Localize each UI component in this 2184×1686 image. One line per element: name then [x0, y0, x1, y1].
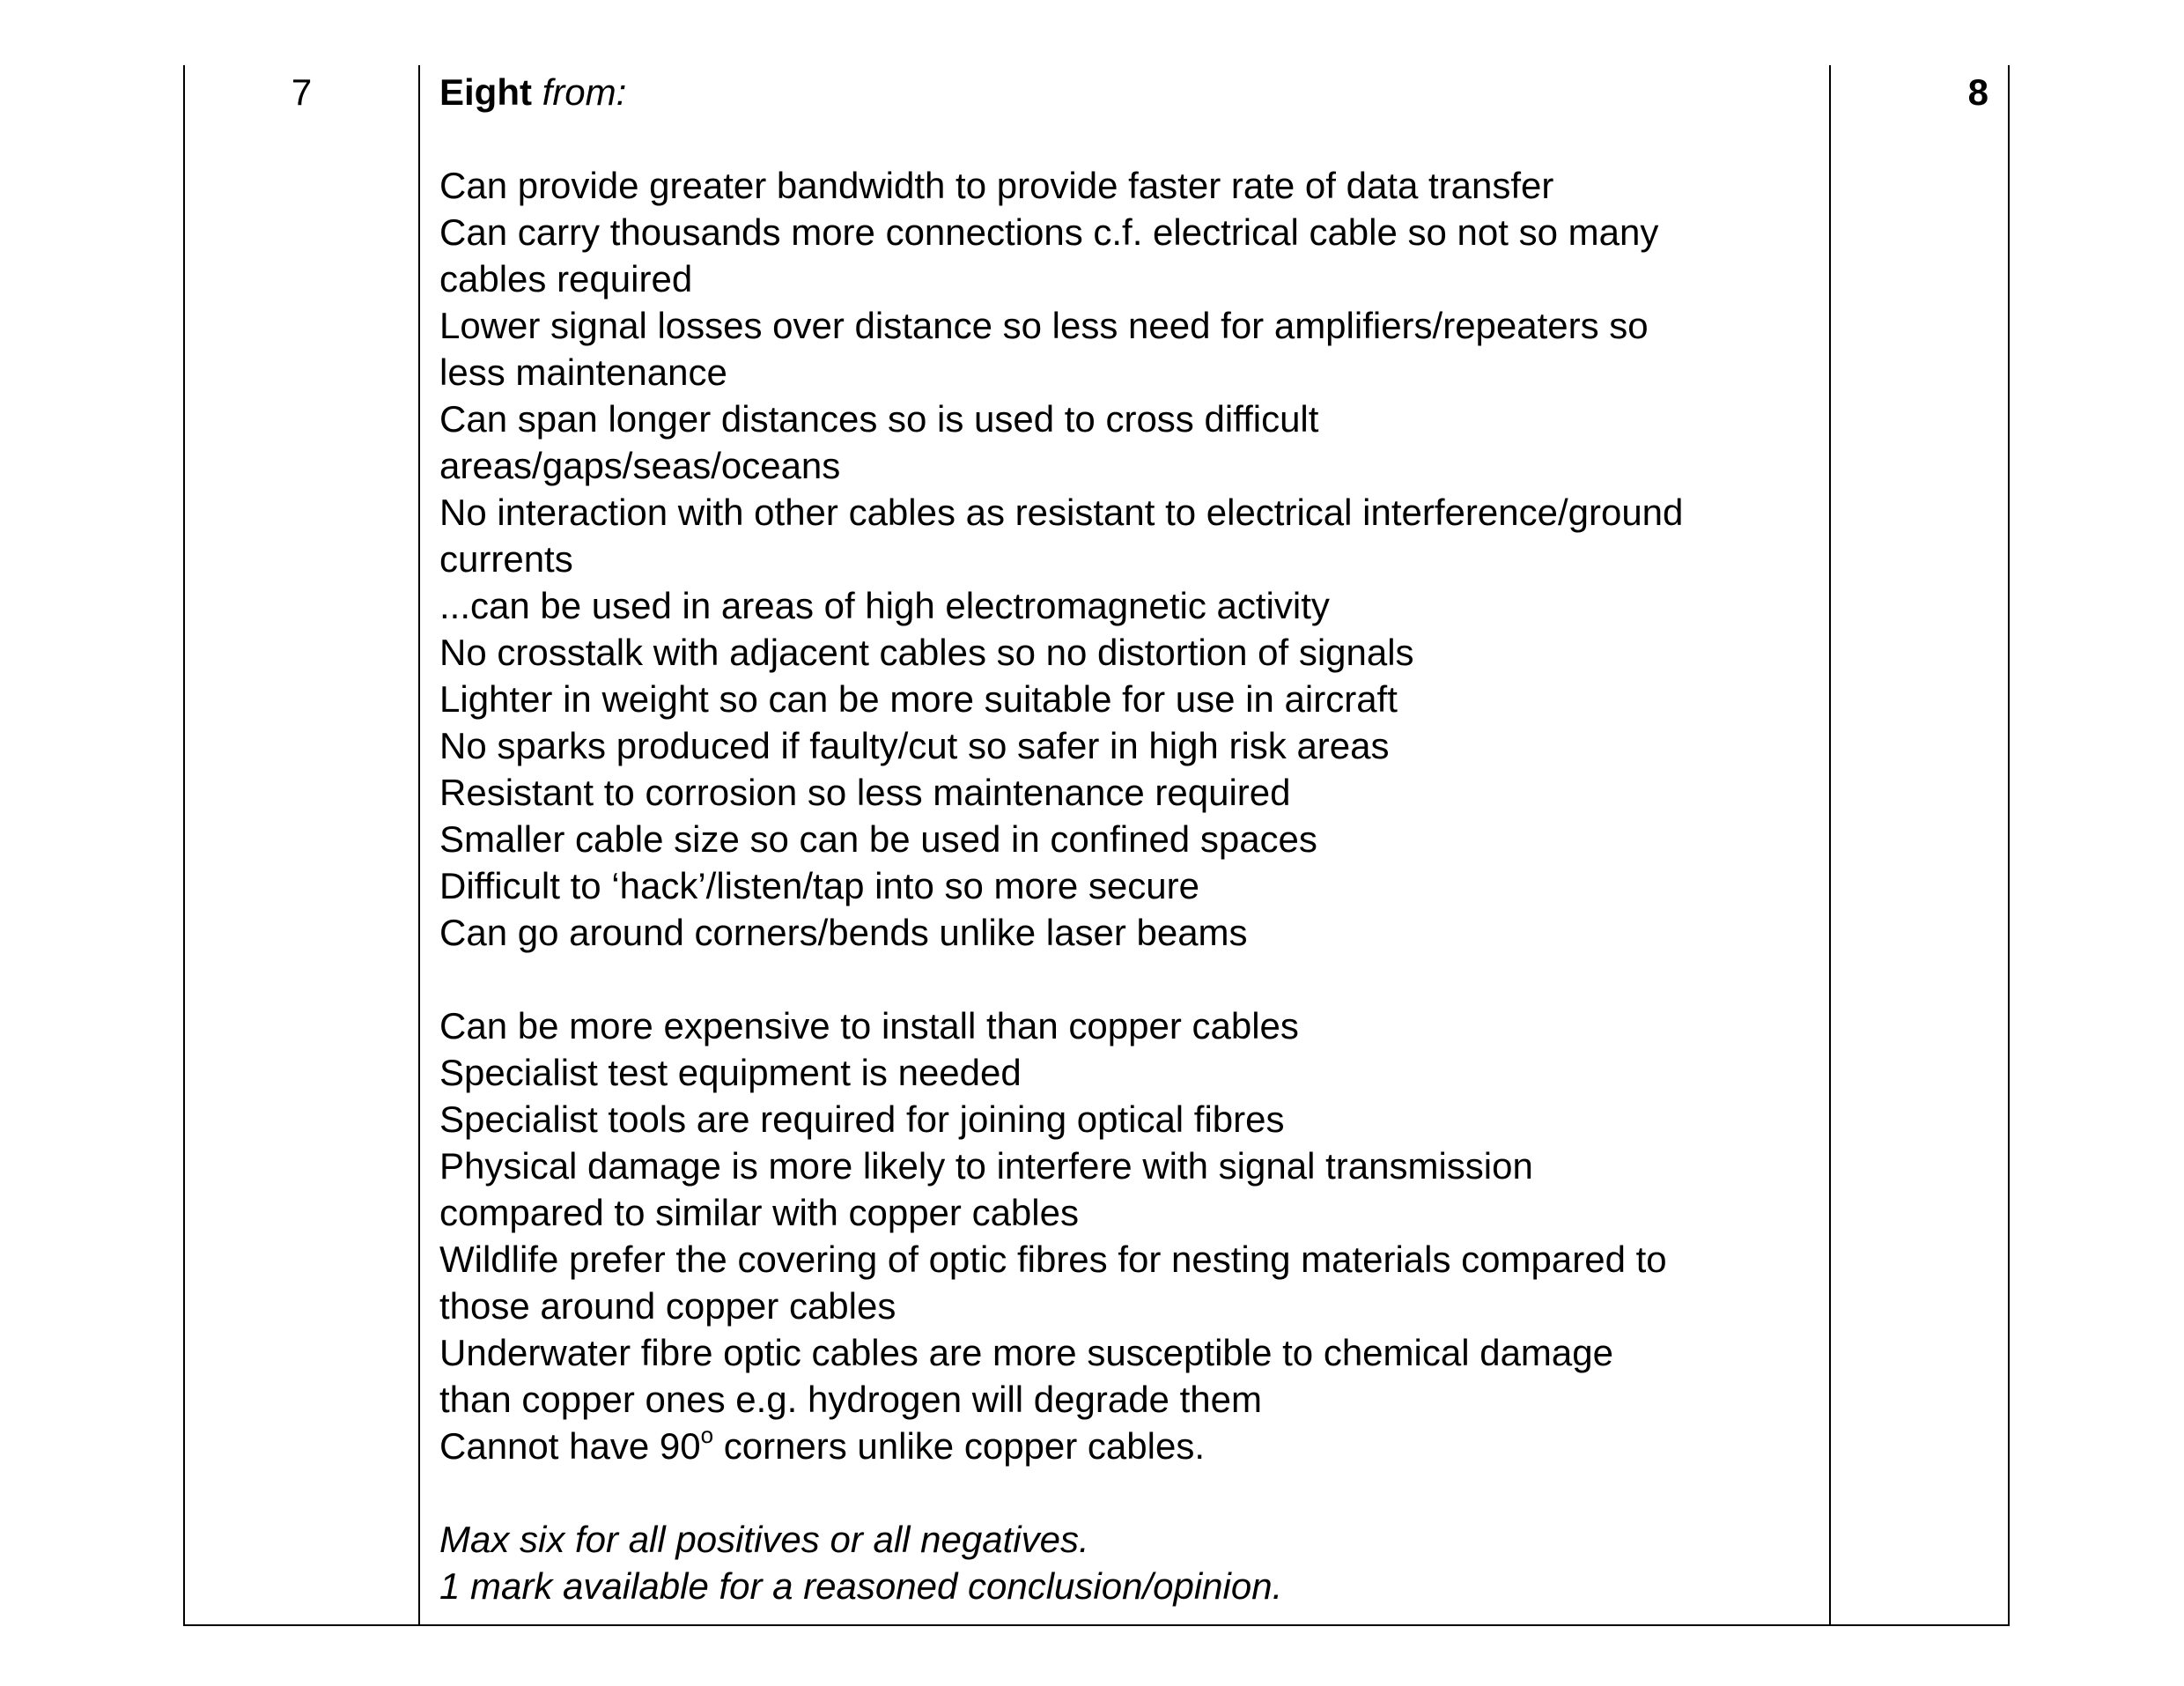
negative-point — [439, 1329, 1822, 1423]
positive-point-line: No interaction with other cables as resistant to electrical interference/ground — [439, 492, 1684, 533]
positive-point-line: Difficult to ‘hack’/listen/tap into so more secure — [439, 865, 1199, 906]
heading-italic: from: — [542, 71, 627, 113]
positive-point — [439, 396, 1822, 489]
marks-total: 8 — [1967, 71, 1988, 113]
positive-point — [439, 722, 1822, 769]
positive-point-line: No crosstalk with adjacent cables so no distortion of signals — [439, 632, 1414, 673]
positive-point — [439, 302, 1822, 396]
positive-point — [439, 582, 1822, 629]
negative-point-line: Specialist test equipment is needed — [439, 1052, 1022, 1093]
column-divider — [418, 65, 420, 1624]
note-max-six: Max six for all positives or all negatives. — [439, 1519, 1089, 1560]
positive-point-line: Lighter in weight so can be more suitable for use in aircraft — [439, 678, 1398, 720]
negative-point-line: those around copper cables — [439, 1285, 896, 1327]
positive-point — [439, 629, 1822, 676]
negative-point-line: Underwater fibre optic cables are more susceptible to chemical damage — [439, 1332, 1613, 1373]
positive-point-line: Can span longer distances so is used to cross difficult — [439, 398, 1319, 440]
negative-point-line: Specialist tools are required for joining optical fibres — [439, 1098, 1285, 1140]
positive-point — [439, 909, 1822, 956]
positive-point-line: Lower signal losses over distance so less need for amplifiers/repeaters so — [439, 305, 1649, 346]
positive-point-line: currents — [439, 538, 573, 580]
negative-point — [439, 1049, 1822, 1096]
positive-point-line: Can go around corners/bends unlike laser beams — [439, 912, 1248, 953]
negative-point-line: Can be more expensive to install than copper cables — [439, 1005, 1299, 1046]
degree-superscript: o — [700, 1422, 714, 1448]
negative-point-line: compared to similar with copper cables — [439, 1192, 1079, 1233]
answer-heading — [439, 69, 1822, 115]
negative-point — [439, 1096, 1822, 1142]
positive-point — [439, 162, 1822, 209]
positive-point-line: No sparks produced if faulty/cut so safer in high risk areas — [439, 725, 1390, 766]
positive-point — [439, 489, 1822, 582]
positive-point — [439, 862, 1822, 909]
negative-points-list — [439, 1002, 1822, 1423]
negative-point — [439, 1002, 1822, 1049]
column-divider — [1829, 65, 1831, 1624]
heading-bold: Eight — [439, 71, 532, 113]
negative-point: Cannot have 90$^o$ corners unlike copper cables. — [439, 1422, 1206, 1467]
positive-point-line: cables required — [439, 258, 693, 299]
positive-points-list — [439, 162, 1822, 956]
positive-point-line: Can carry thousands more connections c.f. electrical cable so not so many — [439, 211, 1659, 253]
note-conclusion-mark: 1 mark available for a reasoned conclusion/opinion. — [439, 1565, 1283, 1607]
positive-point — [439, 676, 1822, 722]
positive-point — [439, 769, 1822, 816]
positive-point-line: Smaller cable size so can be used in confined spaces — [439, 818, 1317, 860]
positive-point — [439, 209, 1822, 302]
positive-point — [439, 816, 1822, 862]
negative-point-line: Physical damage is more likely to interfere with signal transmission — [439, 1145, 1533, 1187]
negative-point — [439, 1142, 1822, 1236]
negative-point-line: than copper ones e.g. hydrogen will degrade them — [439, 1379, 1262, 1420]
mark-scheme-table — [183, 65, 2010, 1626]
negative-point-line: Wildlife prefer the covering of optic fibres for nesting materials compared to — [439, 1239, 1667, 1280]
question-number: 7 — [291, 71, 313, 113]
positive-point-line: ...can be used in areas of high electromagnetic activity — [439, 585, 1330, 626]
answer-column — [439, 69, 1822, 1609]
positive-point-line: Resistant to corrosion so less maintenance required — [439, 772, 1291, 813]
positive-point-line: less maintenance — [439, 351, 727, 393]
positive-point-line: areas/gaps/seas/oceans — [439, 445, 841, 486]
negative-point — [439, 1236, 1822, 1329]
positive-point-line: Can provide greater bandwidth to provide faster rate of data transfer — [439, 165, 1554, 206]
